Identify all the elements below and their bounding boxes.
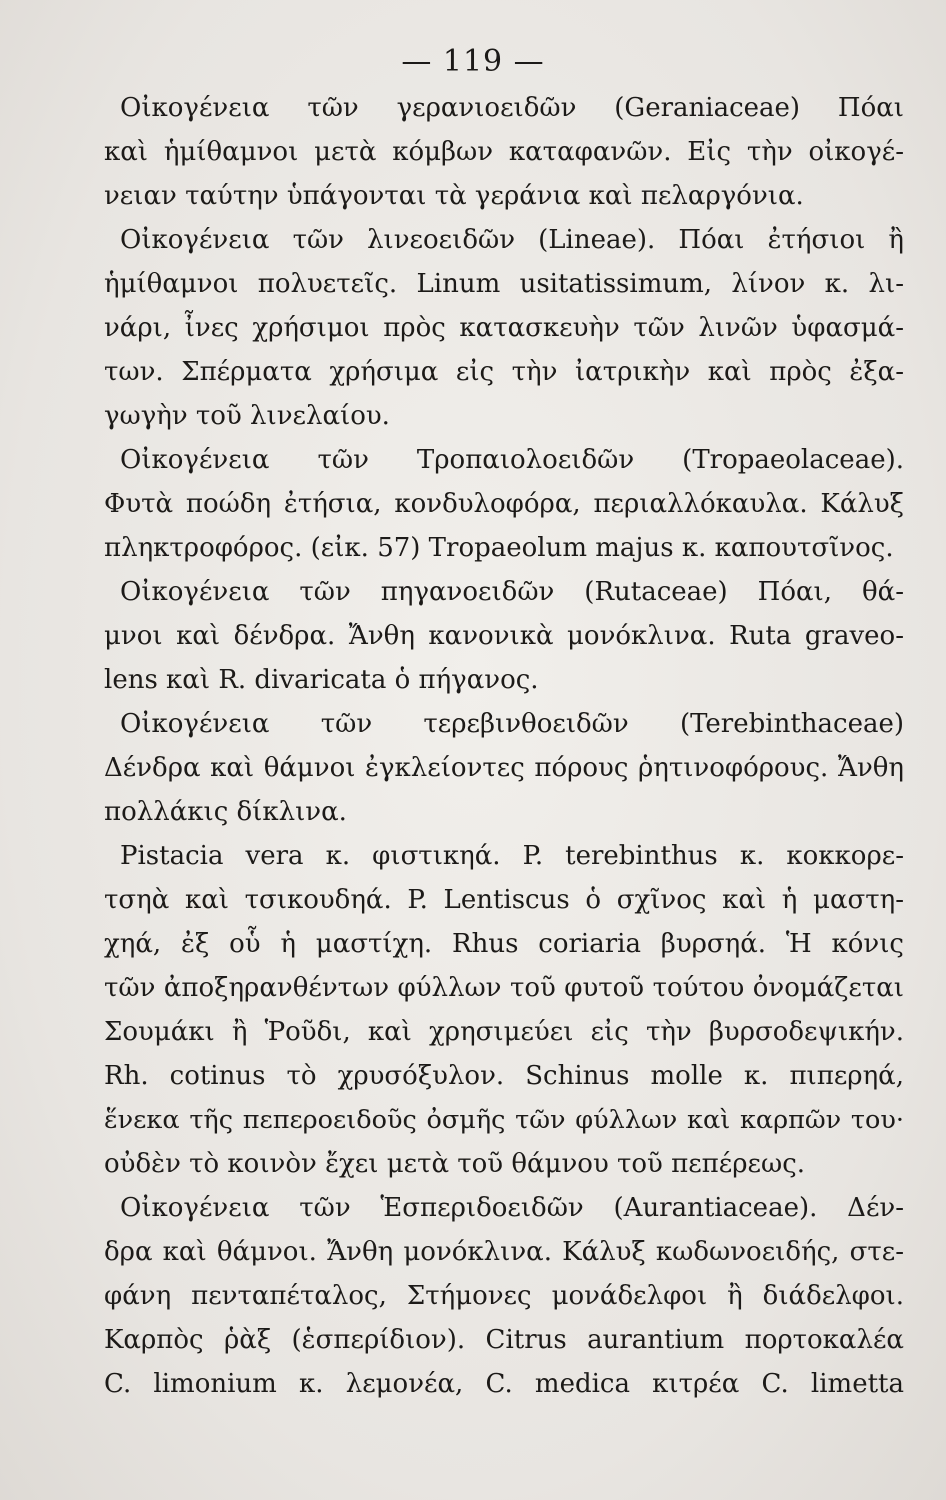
- text-line: μνοι καὶ δένδρα. Ἄνθη κανονικὰ μονόκλινα. Ruta graveo-: [104, 621, 904, 651]
- text-line: Pistacia vera κ. φιστικηά. P. terebinthus κ. κοκκορε-: [120, 841, 904, 871]
- text-line: lens καὶ R. divaricata ὁ πήγανος.: [104, 665, 539, 695]
- text-line: Οἰκογένεια τῶν Τροπαιολοειδῶν (Tropaeolaceae).: [120, 445, 904, 475]
- text-line: νάρι, ἶνες χρήσιμοι πρὸς κατασκευὴν τῶν λινῶν ὑφασμά-: [104, 313, 904, 343]
- text-line: οὐδὲν τὸ κοινὸν ἔχει μετὰ τοῦ θάμνου τοῦ πεπέρεως.: [104, 1149, 806, 1179]
- text-line: Οἰκογένεια τῶν λινεοειδῶν (Lineae). Πόαι ἐτήσιοι ἢ: [120, 225, 904, 255]
- text-line: φάνη πενταπέταλος, Στήμονες μονάδελφοι ἢ διάδελφοι.: [104, 1281, 904, 1311]
- text-line: δρα καὶ θάμνοι. Ἄνθη μονόκλινα. Κάλυξ κωδωνοειδής, στε-: [104, 1237, 904, 1267]
- page-number: — 119 —: [401, 44, 545, 79]
- text-line: C. limonium κ. λεμονέα, C. medica κιτρέα C. limetta: [104, 1369, 904, 1399]
- text-line: Rh. cotinus τὸ χρυσόξυλον. Schinus molle κ. πιπερηά,: [104, 1061, 904, 1091]
- text-line: Οἰκογένεια τῶν πηγανοειδῶν (Rutaceae) Πόαι, θά-: [120, 577, 904, 607]
- text-line: νειαν ταύτην ὑπάγονται τὰ γεράνια καὶ πελαργόνια.: [104, 181, 804, 211]
- text-line: ἡμίθαμνοι πολυετεῖς. Linum usitatissimum, λίνον κ. λι-: [104, 269, 904, 299]
- text-line: ἕνεκα τῆς πεπεροειδοῦς ὀσμῆς τῶν φύλλων καὶ καρπῶν του·: [104, 1105, 904, 1135]
- text-line: χηά, ἐξ οὗ ἡ μαστίχη. Rhus coriaria βυρσηά. Ἡ κόνις: [104, 929, 904, 959]
- text-line: καὶ ἡμίθαμνοι μετὰ κόμβων καταφανῶν. Εἰς τὴν οἰκογέ-: [104, 137, 904, 167]
- text-line: των. Σπέρματα χρήσιμα εἰς τὴν ἰατρικὴν καὶ πρὸς ἐξα-: [104, 357, 904, 387]
- text-line: πολλάκις δίκλινα.: [104, 797, 347, 827]
- text-line: τσηὰ καὶ τσικουδηά. P. Lentiscus ὁ σχῖνος καὶ ἡ μαστη-: [104, 885, 904, 915]
- text-line: Οἰκογένεια τῶν τερεβινθοειδῶν (Terebinthaceae): [120, 709, 904, 739]
- text-line: πληκτροφόρος. (εἰκ. 57) Tropaeolum majus κ. καπουτσῖνος.: [104, 533, 894, 563]
- text-line: Οἰκογένεια τῶν γερανιοειδῶν (Geraniaceae) Πόαι: [120, 93, 904, 123]
- text-body: [104, 86, 904, 1406]
- text-line: Φυτὰ ποώδη ἐτήσια, κονδυλοφόρα, περιαλλόκαυλα. Κάλυξ: [104, 489, 904, 519]
- text-line: τῶν ἀποξηρανθέντων φύλλων τοῦ φυτοῦ τούτου ὀνομάζεται: [104, 973, 904, 1003]
- text-line: Καρπὸς ῥὰξ (ἑσπερίδιον). Citrus aurantium πορτοκαλέα: [104, 1325, 904, 1355]
- text-line: Οἰκογένεια τῶν Ἑσπεριδοειδῶν (Aurantiaceae). Δέν-: [120, 1193, 904, 1223]
- text-line: Σουμάκι ἢ Ῥοῦδι, καὶ χρησιμεύει εἰς τὴν βυρσοδεψικήν.: [104, 1017, 904, 1047]
- text-line: γωγὴν τοῦ λινελαίου.: [104, 401, 390, 431]
- text-line: Δένδρα καὶ θάμνοι ἐγκλείοντες πόρους ῥητινοφόρους. Ἄνθη: [104, 753, 904, 783]
